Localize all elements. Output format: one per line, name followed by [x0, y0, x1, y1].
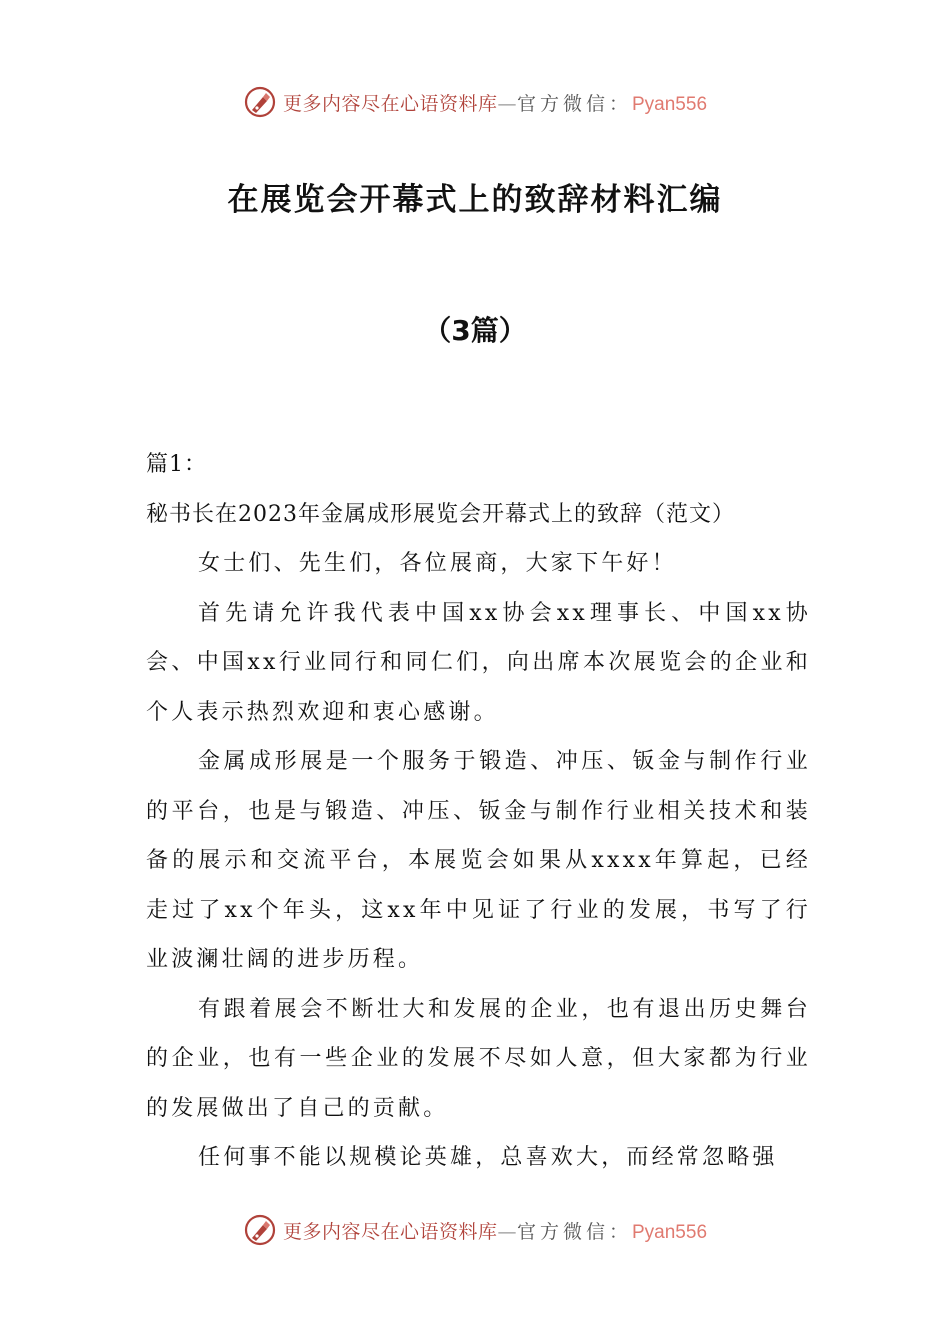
footer-watermark-banner	[0, 1210, 950, 1250]
banner-wechat-label: 官方微信：	[516, 92, 632, 115]
body-paragraph: 金属成形展是一个服务于锻造、冲压、钣金与制作行业的平台，也是与锻造、冲压、钣金与制作行业相关技术和装备的展示和交流平台，本展览会如果从xxxx年算起，已经走过了xx个年头，这xx年中见证了行业的发展，书写了行业波澜壮阔的进步历程。	[146, 749, 811, 972]
pen-nib-logo-icon	[243, 1213, 277, 1247]
document-body	[146, 440, 811, 1183]
banner-wechat-id: Pyan556	[632, 93, 708, 115]
pen-nib-logo-icon	[243, 85, 277, 119]
body-paragraph: 首先请允许我代表中国xx协会xx理事长、中国xx协会、中国xx行业同行和同仁们，向出席本次展览会的企业和个人表示热烈欢迎和衷心感谢。	[146, 600, 811, 725]
banner-dash: —	[497, 1220, 517, 1243]
banner-text	[283, 1217, 707, 1244]
banner-wechat-label: 官方微信：	[516, 1220, 632, 1243]
banner-wechat-id: Pyan556	[632, 1221, 708, 1243]
document-subtitle: （3篇）	[423, 314, 527, 347]
banner-dash: —	[497, 92, 517, 115]
body-paragraph: 有跟着展会不断壮大和发展的企业，也有退出历史舞台的企业，也有一些企业的发展不尽如人意，但大家都为行业的发展做出了自己的贡献。	[146, 996, 811, 1121]
banner-site-text: 更多内容尽在心语资料库	[282, 1220, 498, 1243]
section-label: 篇1：	[146, 452, 207, 477]
document-title: 在展览会开幕式上的致辞材料汇编	[227, 182, 723, 218]
speech-heading: 秘书长在2023年金属成形展览会开幕式上的致辞（范文）	[146, 501, 735, 527]
banner-text	[283, 89, 707, 116]
body-paragraph: 任何事不能以规模论英雄，总喜欢大，而经常忽略强	[198, 1145, 778, 1170]
banner-site-text: 更多内容尽在心语资料库	[282, 92, 498, 115]
header-watermark-banner	[0, 82, 950, 122]
body-paragraph: 女士们、先生们，各位展商，大家下午好！	[198, 551, 677, 576]
